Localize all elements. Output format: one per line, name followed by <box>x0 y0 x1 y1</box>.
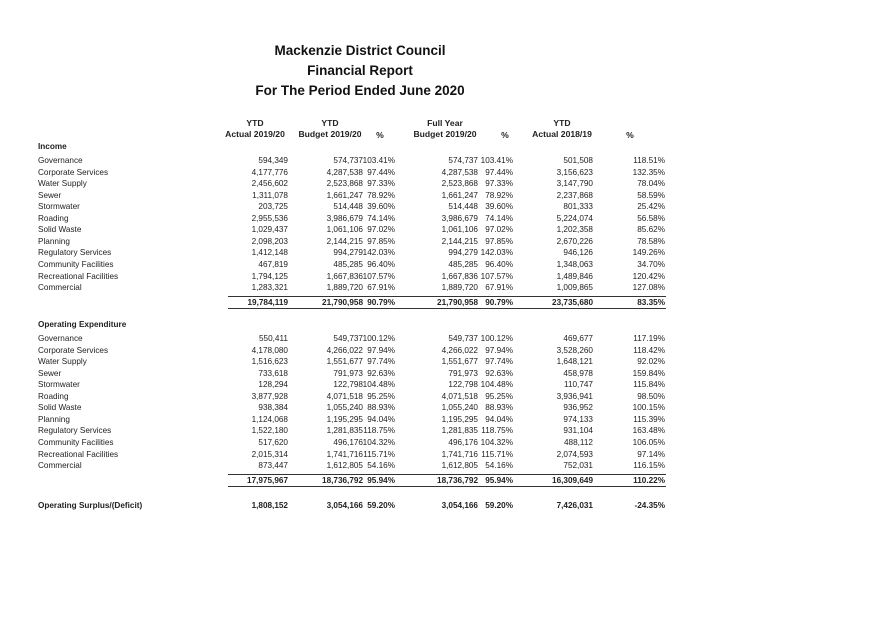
cell-prior-actual: 2,237,868 <box>556 190 593 200</box>
row-label: Community Facilities <box>38 437 114 447</box>
table-row <box>0 391 892 402</box>
table-row <box>0 437 892 448</box>
table-row <box>0 271 892 282</box>
row-label: Planning <box>38 414 70 424</box>
cell-ytd-actual: 3,877,928 <box>251 391 288 401</box>
total-prior-actual: 16,309,649 <box>552 476 593 485</box>
cell-fy-budget: 1,661,247 <box>441 190 478 200</box>
cell-pct-2: 67.91% <box>485 283 513 293</box>
cell-pct-2: 74.14% <box>485 213 513 223</box>
cell-prior-actual: 501,508 <box>563 156 593 165</box>
cell-prior-actual: 936,952 <box>563 403 593 413</box>
cell-fy-budget: 994,279 <box>448 248 478 258</box>
cell-ytd-actual: 203,725 <box>258 202 288 212</box>
cell-fy-budget: 4,287,538 <box>441 167 478 177</box>
cell-prior-actual: 2,074,593 <box>556 449 593 459</box>
table-row <box>0 460 892 471</box>
cell-ytd-actual: 733,618 <box>258 368 288 378</box>
cell-ytd-actual: 2,456,602 <box>251 179 288 189</box>
cell-prior-actual: 801,333 <box>563 202 593 212</box>
cell-pct-3: 132.35% <box>632 167 665 177</box>
cell-pct-3: 149.26% <box>632 248 665 258</box>
cell-pct-1: 118.75% <box>363 426 395 436</box>
surplus-ytd-budget: 3,054,166 <box>326 501 363 510</box>
total-ytd-actual: 17,975,967 <box>247 476 288 485</box>
total-ytd-actual: 19,784,119 <box>247 298 288 307</box>
cell-prior-actual: 1,348,063 <box>556 259 593 269</box>
total-pct-3: 110.22% <box>633 476 665 485</box>
cell-prior-actual: 946,126 <box>563 248 593 258</box>
cell-prior-actual: 1,202,358 <box>556 225 593 235</box>
row-label: Water Supply <box>38 179 87 189</box>
cell-pct-1: 97.94% <box>367 345 395 355</box>
cell-ytd-actual: 873,447 <box>258 461 288 471</box>
cell-ytd-budget: 1,551,677 <box>326 357 363 367</box>
col-fy-budget-top: Full Year <box>427 118 463 128</box>
cell-ytd-actual: 4,177,776 <box>251 167 288 177</box>
cell-ytd-actual: 2,955,536 <box>251 213 288 223</box>
cell-ytd-actual: 1,794,125 <box>251 271 288 281</box>
cell-prior-actual: 5,224,074 <box>556 213 593 223</box>
cell-ytd-actual: 4,178,080 <box>251 345 288 355</box>
cell-fy-budget: 485,285 <box>448 259 478 269</box>
cell-fy-budget: 574,737 <box>448 156 478 165</box>
cell-pct-1: 103.41% <box>362 156 395 165</box>
row-label: Roading <box>38 391 69 401</box>
cell-ytd-budget: 2,523,868 <box>326 179 363 189</box>
table-row <box>0 414 892 425</box>
cell-prior-actual: 1,648,121 <box>556 357 593 367</box>
cell-ytd-budget: 1,055,240 <box>326 403 363 413</box>
cell-pct-1: 100.12% <box>362 334 395 343</box>
cell-pct-3: 106.05% <box>632 437 665 447</box>
cell-prior-actual: 458,978 <box>563 368 593 378</box>
row-label: Recreational Facilities <box>38 449 119 459</box>
cell-prior-actual: 3,936,941 <box>556 391 593 401</box>
total-rule <box>228 296 666 297</box>
cell-prior-actual: 488,112 <box>564 437 593 447</box>
col-pct-2: % <box>501 130 509 140</box>
cell-fy-budget: 1,889,720 <box>441 283 478 293</box>
cell-ytd-actual: 467,819 <box>258 259 288 269</box>
cell-pct-3: 118.42% <box>633 345 665 355</box>
row-label: Stormwater <box>38 380 80 390</box>
total-rule <box>228 486 666 487</box>
cell-fy-budget: 1,741,716 <box>441 449 478 459</box>
cell-pct-3: 118.51% <box>633 156 665 165</box>
cell-pct-3: 115.39% <box>633 414 665 424</box>
report-title: Mackenzie District Council <box>274 43 446 58</box>
cell-pct-1: 94.04% <box>367 414 395 424</box>
cell-pct-1: 39.60% <box>367 202 395 212</box>
cell-ytd-actual: 1,124,068 <box>251 414 288 424</box>
cell-ytd-actual: 550,411 <box>259 334 288 343</box>
cell-ytd-actual: 594,349 <box>258 156 288 165</box>
total-pct-2: 95.94% <box>485 476 513 485</box>
cell-pct-1: 97.02% <box>367 225 395 235</box>
cell-pct-1: 92.63% <box>367 368 395 378</box>
cell-pct-1: 104.48% <box>362 380 395 390</box>
cell-ytd-budget: 574,737 <box>333 156 363 165</box>
col-ytd-budget-top: YTD <box>321 118 339 128</box>
cell-ytd-budget: 1,661,247 <box>326 190 363 200</box>
table-row <box>0 345 892 356</box>
cell-pct-3: 97.14% <box>637 449 665 459</box>
row-label: Commercial <box>38 283 82 293</box>
cell-pct-3: 92.02% <box>637 357 665 367</box>
cell-pct-3: 115.84% <box>633 380 665 390</box>
cell-pct-3: 117.19% <box>633 334 665 343</box>
cell-pct-1: 115.71% <box>363 449 395 459</box>
cell-pct-2: 142.03% <box>480 248 513 258</box>
cell-pct-3: 85.62% <box>637 225 665 235</box>
cell-pct-2: 97.85% <box>485 236 513 246</box>
cell-ytd-budget: 549,737 <box>333 334 363 343</box>
cell-pct-2: 107.57% <box>480 271 513 281</box>
row-label: Governance <box>38 156 83 165</box>
cell-ytd-budget: 1,195,295 <box>326 414 363 424</box>
cell-ytd-budget: 496,176 <box>333 437 363 447</box>
surplus-fy-budget: 3,054,166 <box>441 501 478 510</box>
cell-prior-actual: 3,156,623 <box>556 167 593 177</box>
cell-ytd-actual: 1,029,437 <box>251 225 288 235</box>
table-row <box>0 379 892 390</box>
table-row <box>0 178 892 189</box>
table-row <box>0 449 892 460</box>
row-label: Regulatory Services <box>38 426 112 436</box>
cell-pct-1: 54.16% <box>367 461 395 471</box>
cell-prior-actual: 3,528,260 <box>556 345 593 355</box>
col-pct-3: % <box>626 130 634 140</box>
total-rule <box>228 308 666 309</box>
cell-prior-actual: 3,147,790 <box>556 179 593 189</box>
cell-pct-3: 163.48% <box>632 426 665 436</box>
row-label: Water Supply <box>38 357 87 367</box>
cell-ytd-actual: 938,384 <box>258 403 288 413</box>
cell-pct-1: 97.44% <box>367 167 395 177</box>
col-ytd-actual-top: YTD <box>246 118 264 128</box>
cell-ytd-budget: 994,279 <box>333 248 363 258</box>
cell-pct-2: 94.04% <box>485 414 513 424</box>
cell-pct-1: 97.85% <box>367 236 395 246</box>
cell-pct-2: 100.12% <box>480 334 513 343</box>
row-label: Governance <box>38 334 83 343</box>
surplus-prior-actual: 7,426,031 <box>556 501 593 510</box>
table-row <box>0 236 892 247</box>
total-pct-1: 95.94% <box>367 476 395 485</box>
cell-pct-3: 100.15% <box>632 403 665 413</box>
table-row <box>0 259 892 270</box>
cell-prior-actual: 1,009,865 <box>556 283 593 293</box>
cell-pct-2: 97.44% <box>485 167 513 177</box>
surplus-row <box>0 500 892 511</box>
table-row <box>0 402 892 413</box>
cell-pct-1: 104.32% <box>362 437 395 447</box>
total-ytd-budget: 18,736,792 <box>322 476 363 485</box>
cell-pct-2: 88.93% <box>485 403 513 413</box>
row-label: Community Facilities <box>38 259 114 269</box>
cell-pct-1: 74.14% <box>367 213 395 223</box>
cell-prior-actual: 752,031 <box>563 461 593 471</box>
cell-pct-3: 25.42% <box>637 202 665 212</box>
total-fy-budget: 21,790,958 <box>437 298 478 307</box>
table-row <box>0 213 892 224</box>
cell-pct-1: 97.74% <box>367 357 395 367</box>
row-label: Planning <box>38 236 70 246</box>
table-row <box>0 201 892 212</box>
expenditure-total-row <box>0 475 892 486</box>
cell-prior-actual: 2,670,226 <box>556 236 593 246</box>
cell-fy-budget: 2,144,215 <box>441 236 478 246</box>
table-row <box>0 167 892 178</box>
cell-ytd-budget: 4,071,518 <box>326 391 363 401</box>
cell-pct-3: 159.84% <box>632 368 665 378</box>
cell-ytd-budget: 1,741,716 <box>326 449 363 459</box>
cell-pct-2: 104.32% <box>480 437 513 447</box>
cell-ytd-budget: 1,281,835 <box>326 426 363 436</box>
cell-ytd-actual: 1,412,148 <box>251 248 288 258</box>
cell-ytd-actual: 1,283,321 <box>251 283 288 293</box>
cell-pct-2: 54.16% <box>485 461 513 471</box>
cell-pct-1: 96.40% <box>367 259 395 269</box>
cell-fy-budget: 496,176 <box>448 437 478 447</box>
cell-pct-2: 96.40% <box>485 259 513 269</box>
cell-pct-2: 103.41% <box>480 156 513 165</box>
cell-pct-3: 78.04% <box>637 179 665 189</box>
income-total-row <box>0 297 892 308</box>
cell-fy-budget: 2,523,868 <box>441 179 478 189</box>
col-ytd-budget-bottom: Budget 2019/20 <box>298 129 362 139</box>
row-label: Sewer <box>38 368 62 378</box>
cell-fy-budget: 4,071,518 <box>441 391 478 401</box>
total-pct-1: 90.79% <box>367 298 395 307</box>
table-row <box>0 247 892 258</box>
surplus-pct-2: 59.20% <box>485 501 513 510</box>
cell-pct-2: 97.02% <box>485 225 513 235</box>
cell-pct-1: 78.92% <box>367 190 395 200</box>
cell-pct-2: 97.74% <box>485 357 513 367</box>
cell-ytd-actual: 1,516,623 <box>251 357 288 367</box>
total-rule <box>228 474 666 475</box>
cell-pct-3: 120.42% <box>632 271 665 281</box>
surplus-ytd-actual: 1,808,152 <box>251 501 288 510</box>
table-row <box>0 155 892 166</box>
cell-ytd-actual: 128,294 <box>258 380 288 390</box>
report-subtitle: Financial Report <box>307 63 413 78</box>
total-ytd-budget: 21,790,958 <box>322 298 363 307</box>
cell-pct-2: 92.63% <box>485 368 513 378</box>
cell-pct-2: 78.92% <box>485 190 513 200</box>
col-fy-budget-bottom: Budget 2019/20 <box>413 129 477 139</box>
cell-fy-budget: 1,612,805 <box>441 461 478 471</box>
cell-fy-budget: 549,737 <box>448 334 478 343</box>
row-label: Corporate Services <box>38 167 109 177</box>
surplus-pct-1: 59.20% <box>367 501 395 510</box>
report-period: For The Period Ended June 2020 <box>255 83 465 98</box>
expenditure-heading: Operating Expenditure <box>38 320 127 329</box>
cell-fy-budget: 514,448 <box>448 202 478 212</box>
cell-fy-budget: 4,266,022 <box>441 345 478 355</box>
cell-pct-1: 95.25% <box>367 391 395 401</box>
cell-ytd-budget: 1,612,805 <box>326 461 363 471</box>
table-row <box>0 282 892 293</box>
cell-ytd-actual: 517,620 <box>258 437 288 447</box>
cell-ytd-budget: 4,287,538 <box>326 167 363 177</box>
cell-ytd-budget: 1,889,720 <box>326 283 363 293</box>
cell-ytd-budget: 485,285 <box>333 259 363 269</box>
col-prior-actual-bottom: Actual 2018/19 <box>532 129 592 139</box>
cell-prior-actual: 974,133 <box>563 414 593 424</box>
cell-fy-budget: 3,986,679 <box>441 213 478 223</box>
row-label: Regulatory Services <box>38 248 112 258</box>
cell-fy-budget: 1,061,106 <box>441 225 478 235</box>
row-label: Roading <box>38 213 69 223</box>
cell-pct-3: 56.58% <box>637 213 665 223</box>
cell-pct-1: 88.93% <box>367 403 395 413</box>
surplus-pct-3: -24.35% <box>634 501 665 510</box>
row-label: Commercial <box>38 461 82 471</box>
cell-ytd-actual: 1,311,078 <box>252 190 288 200</box>
cell-prior-actual: 931,104 <box>563 426 593 436</box>
cell-pct-3: 98.50% <box>637 391 665 401</box>
cell-prior-actual: 1,489,846 <box>556 271 593 281</box>
row-label: Corporate Services <box>38 345 109 355</box>
income-heading: Income <box>38 142 67 151</box>
total-prior-actual: 23,735,680 <box>552 298 593 307</box>
row-label: Solid Waste <box>38 403 82 413</box>
cell-prior-actual: 469,677 <box>563 334 593 343</box>
row-label: Stormwater <box>38 202 80 212</box>
cell-fy-budget: 1,551,677 <box>441 357 478 367</box>
cell-pct-3: 116.15% <box>633 461 665 471</box>
cell-pct-2: 95.25% <box>485 391 513 401</box>
cell-ytd-actual: 2,098,203 <box>251 236 288 246</box>
cell-pct-1: 97.33% <box>367 179 395 189</box>
cell-fy-budget: 1,195,295 <box>441 414 478 424</box>
row-label: Recreational Facilities <box>38 271 119 281</box>
cell-ytd-budget: 1,061,106 <box>326 225 363 235</box>
cell-fy-budget: 1,055,240 <box>441 403 478 413</box>
table-row <box>0 190 892 201</box>
cell-pct-1: 107.57% <box>362 271 395 281</box>
cell-fy-budget: 1,667,836 <box>441 271 478 281</box>
cell-ytd-budget: 514,448 <box>333 202 363 212</box>
col-prior-actual-top: YTD <box>553 118 571 128</box>
table-row <box>0 333 892 344</box>
cell-fy-budget: 122,798 <box>448 380 478 390</box>
cell-ytd-actual: 2,015,314 <box>251 449 288 459</box>
cell-prior-actual: 110,747 <box>564 380 593 390</box>
table-row <box>0 224 892 235</box>
cell-ytd-budget: 3,986,679 <box>326 213 363 223</box>
cell-ytd-actual: 1,522,180 <box>251 426 288 436</box>
cell-pct-2: 118.75% <box>481 426 513 436</box>
cell-pct-3: 78.58% <box>637 236 665 246</box>
cell-ytd-budget: 1,667,836 <box>326 271 363 281</box>
row-label: Solid Waste <box>38 225 82 235</box>
total-pct-3: 83.35% <box>637 298 665 307</box>
cell-pct-1: 142.03% <box>362 248 395 258</box>
col-ytd-actual-bottom: Actual 2019/20 <box>225 129 285 139</box>
surplus-label: Operating Surplus/(Deficit) <box>38 501 143 510</box>
table-row <box>0 356 892 367</box>
col-pct-1: % <box>376 130 384 140</box>
cell-fy-budget: 791,973 <box>448 368 478 378</box>
cell-pct-1: 67.91% <box>367 283 395 293</box>
row-label: Sewer <box>38 190 62 200</box>
cell-pct-2: 104.48% <box>480 380 513 390</box>
cell-ytd-budget: 4,266,022 <box>326 345 363 355</box>
cell-pct-3: 34.70% <box>637 259 665 269</box>
cell-ytd-budget: 122,798 <box>333 380 363 390</box>
cell-pct-2: 115.71% <box>481 449 513 459</box>
cell-pct-2: 97.94% <box>485 345 513 355</box>
total-fy-budget: 18,736,792 <box>437 476 478 485</box>
cell-pct-2: 97.33% <box>485 179 513 189</box>
table-row <box>0 425 892 436</box>
cell-pct-3: 58.59% <box>637 190 665 200</box>
total-pct-2: 90.79% <box>485 298 513 307</box>
cell-fy-budget: 1,281,835 <box>441 426 478 436</box>
cell-pct-3: 127.08% <box>632 283 665 293</box>
cell-ytd-budget: 2,144,215 <box>326 236 363 246</box>
cell-pct-2: 39.60% <box>485 202 513 212</box>
table-row <box>0 368 892 379</box>
cell-ytd-budget: 791,973 <box>333 368 363 378</box>
